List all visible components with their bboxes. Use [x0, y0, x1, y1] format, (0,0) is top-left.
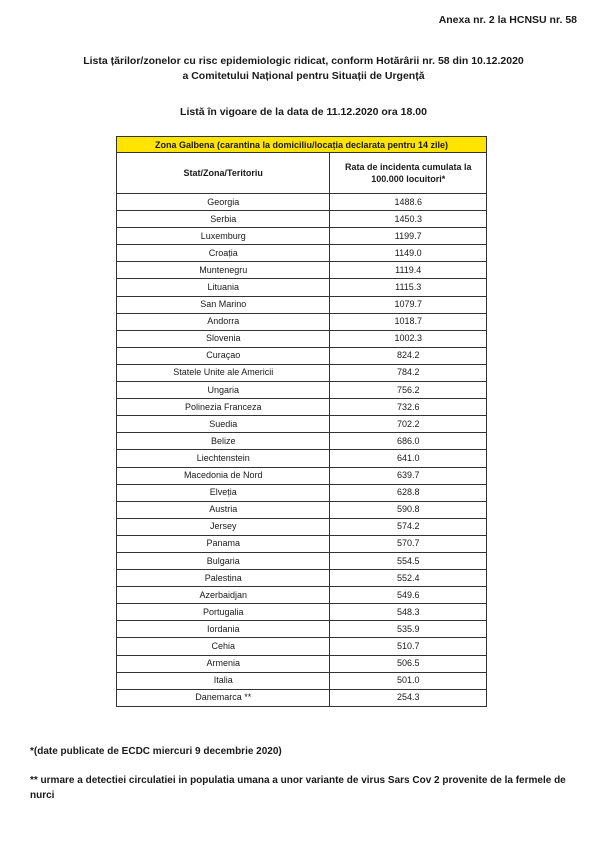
- rate-cell: 1149.0: [330, 245, 487, 262]
- country-cell: Belize: [117, 433, 330, 450]
- document-title: [0, 54, 607, 84]
- table-row: [117, 313, 487, 330]
- footnote-ecdc: *(date publicate de ECDC miercuri 9 decembrie 2020): [30, 746, 282, 757]
- country-cell: Elveția: [117, 484, 330, 501]
- country-cell: Curaçao: [117, 347, 330, 364]
- risk-countries-table: [116, 136, 487, 707]
- country-cell: Bulgaria: [117, 552, 330, 569]
- table-row: [117, 501, 487, 518]
- table-row: [117, 330, 487, 347]
- rate-cell: 639.7: [330, 467, 487, 484]
- table-row: [117, 689, 487, 706]
- country-cell: Croația: [117, 245, 330, 262]
- table-row: [117, 433, 487, 450]
- rate-cell: 554.5: [330, 552, 487, 569]
- country-cell: Serbia: [117, 211, 330, 228]
- rate-cell: 570.7: [330, 535, 487, 552]
- rate-cell: 501.0: [330, 672, 487, 689]
- table-row: [117, 382, 487, 399]
- country-cell: Macedonia de Nord: [117, 467, 330, 484]
- table-row: [117, 484, 487, 501]
- table-row: [117, 672, 487, 689]
- country-cell: Palestina: [117, 570, 330, 587]
- validity-date: Listă în vigoare de la data de 11.12.2020 ora 18.00: [180, 106, 427, 118]
- rate-cell: 1002.3: [330, 330, 487, 347]
- rate-cell: 702.2: [330, 416, 487, 433]
- rate-cell: 506.5: [330, 655, 487, 672]
- rate-cell: 1450.3: [330, 211, 487, 228]
- table-row: [117, 570, 487, 587]
- country-cell: Danemarca **: [117, 689, 330, 706]
- table-row: [117, 296, 487, 313]
- table-row: [117, 347, 487, 364]
- country-cell: Panama: [117, 535, 330, 552]
- table-row: [117, 518, 487, 535]
- country-cell: Liechtenstein: [117, 450, 330, 467]
- table-row: [117, 621, 487, 638]
- rate-cell: 510.7: [330, 638, 487, 655]
- table-row: [117, 655, 487, 672]
- country-cell: Statele Unite ale Americii: [117, 364, 330, 381]
- table-row: [117, 450, 487, 467]
- rate-cell: 552.4: [330, 570, 487, 587]
- table-row: [117, 638, 487, 655]
- country-cell: Azerbaidjan: [117, 587, 330, 604]
- rate-cell: 756.2: [330, 382, 487, 399]
- rate-cell: 1199.7: [330, 228, 487, 245]
- table-row: [117, 399, 487, 416]
- table-row: [117, 467, 487, 484]
- rate-cell: 590.8: [330, 501, 487, 518]
- rate-cell: 1079.7: [330, 296, 487, 313]
- rate-cell: 548.3: [330, 604, 487, 621]
- rate-cell: 784.2: [330, 364, 487, 381]
- column-header-rate: Rata de incidenta cumulata la 100.000 locuitori*: [330, 153, 487, 194]
- country-cell: Polinezia Franceza: [117, 399, 330, 416]
- title-line-1: Lista țărilor/zonelor cu risc epidemiologic ridicat, conform Hotărârii nr. 58 din 10.12.2020: [83, 55, 524, 67]
- country-cell: Suedia: [117, 416, 330, 433]
- zone-header-row: [117, 137, 487, 153]
- rate-cell: 1488.6: [330, 194, 487, 211]
- rate-cell: 1115.3: [330, 279, 487, 296]
- rate-cell: 686.0: [330, 433, 487, 450]
- rate-cell: 641.0: [330, 450, 487, 467]
- country-cell: Muntenegru: [117, 262, 330, 279]
- table-row: [117, 416, 487, 433]
- country-cell: Ungaria: [117, 382, 330, 399]
- country-cell: Slovenia: [117, 330, 330, 347]
- title-line-2: a Comitetului Național pentru Situații de Urgență: [182, 70, 425, 82]
- rate-cell: 824.2: [330, 347, 487, 364]
- table-row: [117, 535, 487, 552]
- rate-cell: 254.3: [330, 689, 487, 706]
- rate-cell: 1018.7: [330, 313, 487, 330]
- column-header-row: [117, 153, 487, 194]
- table-row: [117, 364, 487, 381]
- zone-label: Zona Galbena (carantina la domiciliu/locația declarata pentru 14 zile): [117, 137, 487, 153]
- table-row: [117, 279, 487, 296]
- country-cell: Jersey: [117, 518, 330, 535]
- table-row: [117, 587, 487, 604]
- rate-cell: 535.9: [330, 621, 487, 638]
- annex-label: Anexa nr. 2 la HCNSU nr. 58: [438, 14, 577, 26]
- country-cell: Andorra: [117, 313, 330, 330]
- table-row: [117, 228, 487, 245]
- rate-cell: 549.6: [330, 587, 487, 604]
- country-cell: Armenia: [117, 655, 330, 672]
- table-row: [117, 604, 487, 621]
- rate-cell: 1119.4: [330, 262, 487, 279]
- country-cell: Lituania: [117, 279, 330, 296]
- country-cell: Cehia: [117, 638, 330, 655]
- rate-cell: 732.6: [330, 399, 487, 416]
- country-cell: Iordania: [117, 621, 330, 638]
- table-row: [117, 194, 487, 211]
- table-row: [117, 211, 487, 228]
- country-cell: Austria: [117, 501, 330, 518]
- rate-cell: 574.2: [330, 518, 487, 535]
- column-header-country: Stat/Zona/Teritoriu: [117, 153, 330, 194]
- country-cell: Portugalia: [117, 604, 330, 621]
- country-cell: Italia: [117, 672, 330, 689]
- country-cell: Luxemburg: [117, 228, 330, 245]
- country-cell: San Marino: [117, 296, 330, 313]
- table-row: [117, 552, 487, 569]
- table-row: [117, 262, 487, 279]
- rate-cell: 628.8: [330, 484, 487, 501]
- footnote-denmark: ** urmare a detectiei circulatiei in populatia umana a unor variante de virus Sars Cov 2 provenite de la fermele de nurci: [30, 775, 566, 801]
- country-cell: Georgia: [117, 194, 330, 211]
- table-row: [117, 245, 487, 262]
